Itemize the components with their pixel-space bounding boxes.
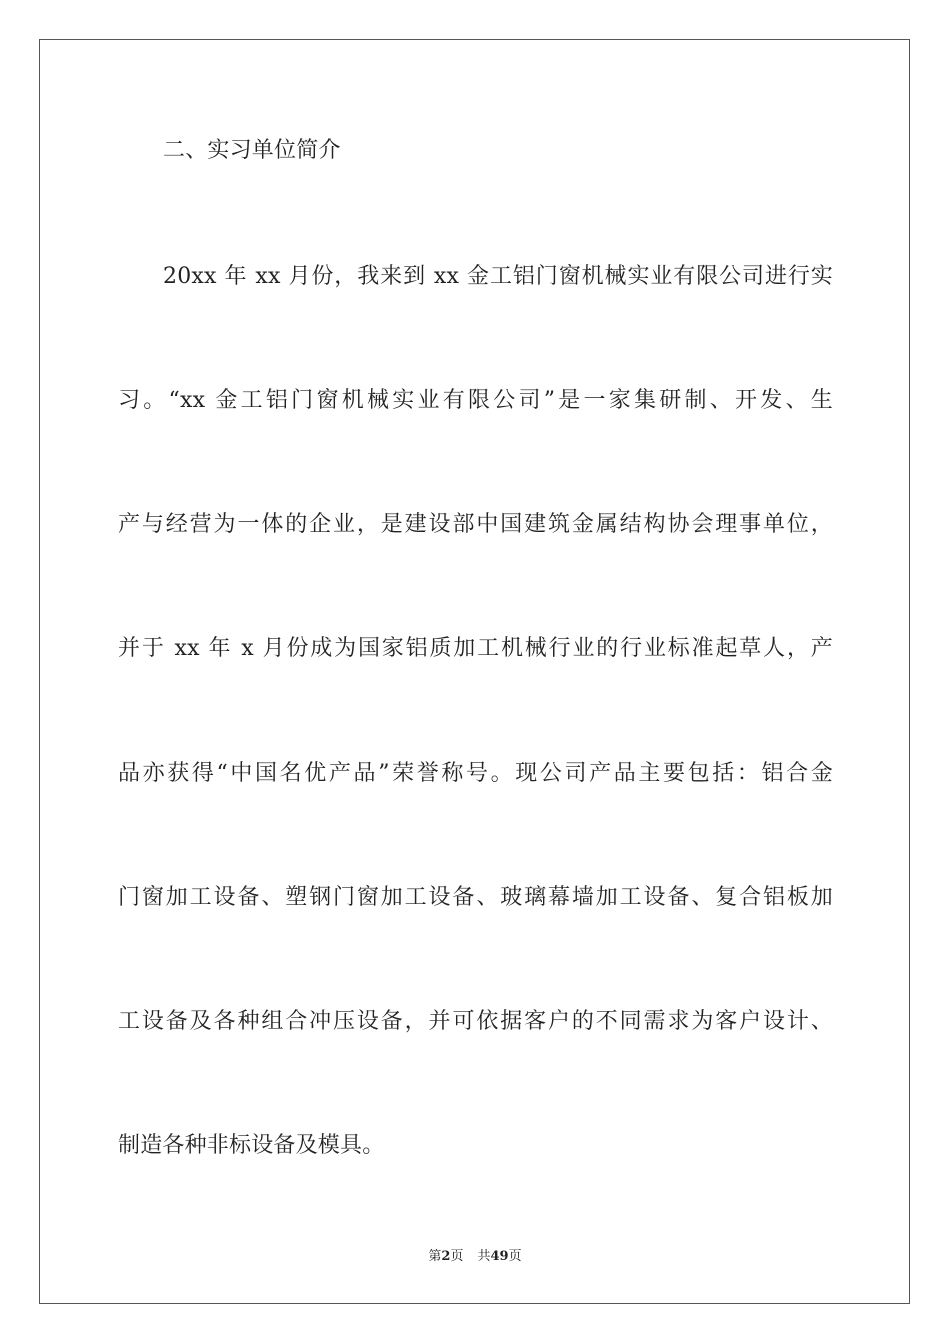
paragraph-line: 20xx 年 xx 月份，我来到 xx 金工铝门窗机械实业有限公司进行实 <box>163 264 833 289</box>
total-pages: 49 <box>490 1249 509 1264</box>
page-label-prefix: 第 <box>428 1249 442 1264</box>
paragraph-line: 品亦获得“中国名优产品”荣誉称号。现公司产品主要包括：铝合金 <box>118 761 833 786</box>
paragraph-line: 工设备及各种组合冲压设备，并可依据客户的不同需求为客户设计、 <box>118 1009 833 1034</box>
total-label-prefix: 共 <box>477 1249 491 1264</box>
paragraph-line: 并于 xx 年 x 月份成为国家铝质加工机械行业的行业标准起草人，产 <box>118 636 833 661</box>
page-label-suffix: 页 <box>450 1249 464 1264</box>
paragraph-line: 习。“xx 金工铝门窗机械实业有限公司”是一家集研制、开发、生 <box>118 388 833 413</box>
page-frame <box>39 39 910 1304</box>
paragraph-line: 产与经营为一体的企业，是建设部中国建筑金属结构协会理事单位， <box>118 512 833 537</box>
paragraph-line: 制造各种非标设备及模具。 <box>118 1133 385 1158</box>
page-number: 2 <box>441 1249 451 1264</box>
paragraph-line: 门窗加工设备、塑钢门窗加工设备、玻璃幕墙加工设备、复合铝板加 <box>118 885 833 910</box>
section-heading: 二、实习单位简介 <box>163 138 341 163</box>
page-footer <box>0 1248 950 1266</box>
total-label-suffix: 页 <box>508 1249 522 1264</box>
